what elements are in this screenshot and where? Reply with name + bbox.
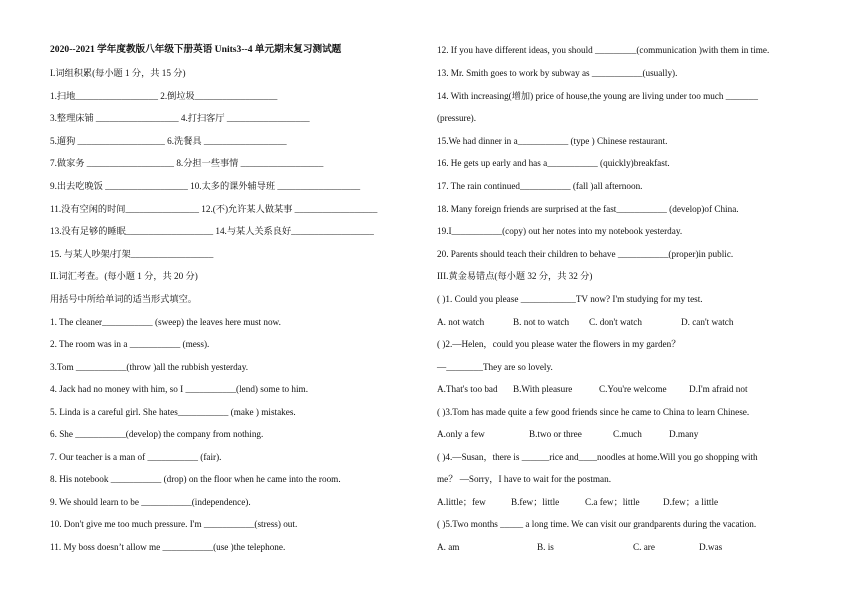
question-line: 8. His notebook ___________ (drop) on the floor when he came into the room. [50,474,341,484]
option-a: A. not watch [437,317,485,327]
option-b: B.few；little [511,497,560,507]
question-line: 12. If you have different ideas, you should _________(communication )with them in time. [437,45,770,55]
question-line: 20. Parents should teach their children to behave ___________(proper)in public. [437,249,734,259]
phrase-line: 13.没有足够的睡眠___________________ 14.与某人关系良好__________________ [50,226,374,236]
option-b: B. is [537,542,554,552]
mc-question-2-reply: —________They are so lovely. [437,362,553,372]
mc-question-5: ( )5.Two months _____ a long time. We can visit our grandparents during the vacation. [437,519,757,529]
section-1-heading: I.词组积累(每小题 1 分，共 15 分) [50,68,186,78]
mc-options-5 [437,541,837,553]
question-line: 14. With increasing(增加) price of house,the young are living under too much _______ [437,91,758,101]
question-line: 13. Mr. Smith goes to work by subway as ___________(usually). [437,68,678,78]
question-line-continued: (pressure). [437,113,477,123]
option-c: C. don't watch [589,317,642,327]
mc-question-3: ( )3.Tom has made quite a few good friends since he came to China to learn Chinese. [437,407,750,417]
question-line: 19.I___________(copy) out her notes into my notebook yesterday. [437,226,683,236]
question-line: 11. My boss doesn’t allow me ___________(use )the telephone. [50,542,286,552]
option-c: C.much [613,429,642,439]
mc-question-1: ( )1. Could you please ____________TV now? I'm studying for my test. [437,294,703,304]
option-a: A. am [437,542,460,552]
section-2-instruction: 用括号中所给单词的适当形式填空。 [50,294,197,304]
question-line: 18. Many foreign friends are surprised at the fast___________ (develop)of China. [437,204,739,214]
option-d: D. can't watch [681,317,734,327]
option-a: A.only a few [437,429,485,439]
phrase-line: 1.扫地__________________ 2.倒垃圾__________________ [50,91,278,101]
mc-options-3 [437,428,837,440]
question-line: 2. The room was in a ___________ (mess). [50,339,210,349]
option-a: A.That's too bad [437,384,498,394]
phrase-line: 15. 与某人吵架/打架__________________ [50,249,214,259]
question-line: 7. Our teacher is a man of ___________ (fair). [50,452,222,462]
phrase-line: 9.出去吃晚饭 __________________ 10.太多的课外辅导班 __________________ [50,181,361,191]
option-c: C.a few；little [585,497,640,507]
exam-title: 2020--2021 学年度教版八年级下册英语 Units3--4 单元期末复习测试题 [50,44,342,55]
phrase-line: 3.整理床铺 __________________ 4.打扫客厅 __________________ [50,113,310,123]
question-line: 16. He gets up early and has a___________ (quickly)breakfast. [437,158,670,168]
option-d: D.few；a little [663,497,719,507]
mc-question-4: ( )4.—Susan，there is ______rice and____noodles at home.Will you go shopping with [437,452,758,462]
mc-options-1 [437,316,837,328]
question-line: 1. The cleaner___________ (sweep) the leaves here must now. [50,317,281,327]
option-b: B. not to watch [513,317,570,327]
option-a: A.little；few [437,497,486,507]
question-line: 5. Linda is a careful girl. She hates___________ (make ) mistakes. [50,407,296,417]
question-line: 6. She ___________(develop) the company from nothing. [50,429,264,439]
option-d: D.I'm afraid not [689,384,748,394]
question-line: 15.We had dinner in a___________ (type ) Chinese restaurant. [437,136,668,146]
question-line: 9. We should learn to be ___________(independence). [50,497,251,507]
phrase-line: 7.做家务 ___________________ 8.分担一些事情 __________________ [50,158,324,168]
option-d: D.was [699,542,723,552]
mc-options-4 [437,496,837,508]
section-3-heading: III.黄金易错点(每小题 32 分，共 32 分) [437,271,593,281]
mc-question-2: ( )2.—Helen，could you please water the flowers in my garden？ [437,339,681,349]
question-line: 10. Don't give me too much pressure. I'm ___________(stress) out. [50,519,298,529]
question-line: 17. The rain continued___________ (fall )all afternoon. [437,181,643,191]
option-d: D.many [669,429,699,439]
option-b: B.With pleasure [513,384,573,394]
question-line: 3.Tom ___________(throw )all the rubbish yesterday. [50,362,249,372]
section-2-heading: II.词汇考查。(每小题 1 分，共 20 分) [50,271,198,281]
option-b: B.two or three [529,429,582,439]
mc-question-4-continued: me？ —Sorry，I have to wait for the postman. [437,474,612,484]
option-c: C.You're welcome [599,384,667,394]
phrase-line: 5.遛狗 ___________________ 6.洗餐具 __________________ [50,136,287,146]
option-c: C. are [633,542,655,552]
mc-options-2 [437,383,837,395]
phrase-line: 11.没有空闲的时间________________ 12.(不)允许某人做某事 __________________ [50,204,378,214]
question-line: 4. Jack had no money with him, so I ___________(lend) some to him. [50,384,308,394]
